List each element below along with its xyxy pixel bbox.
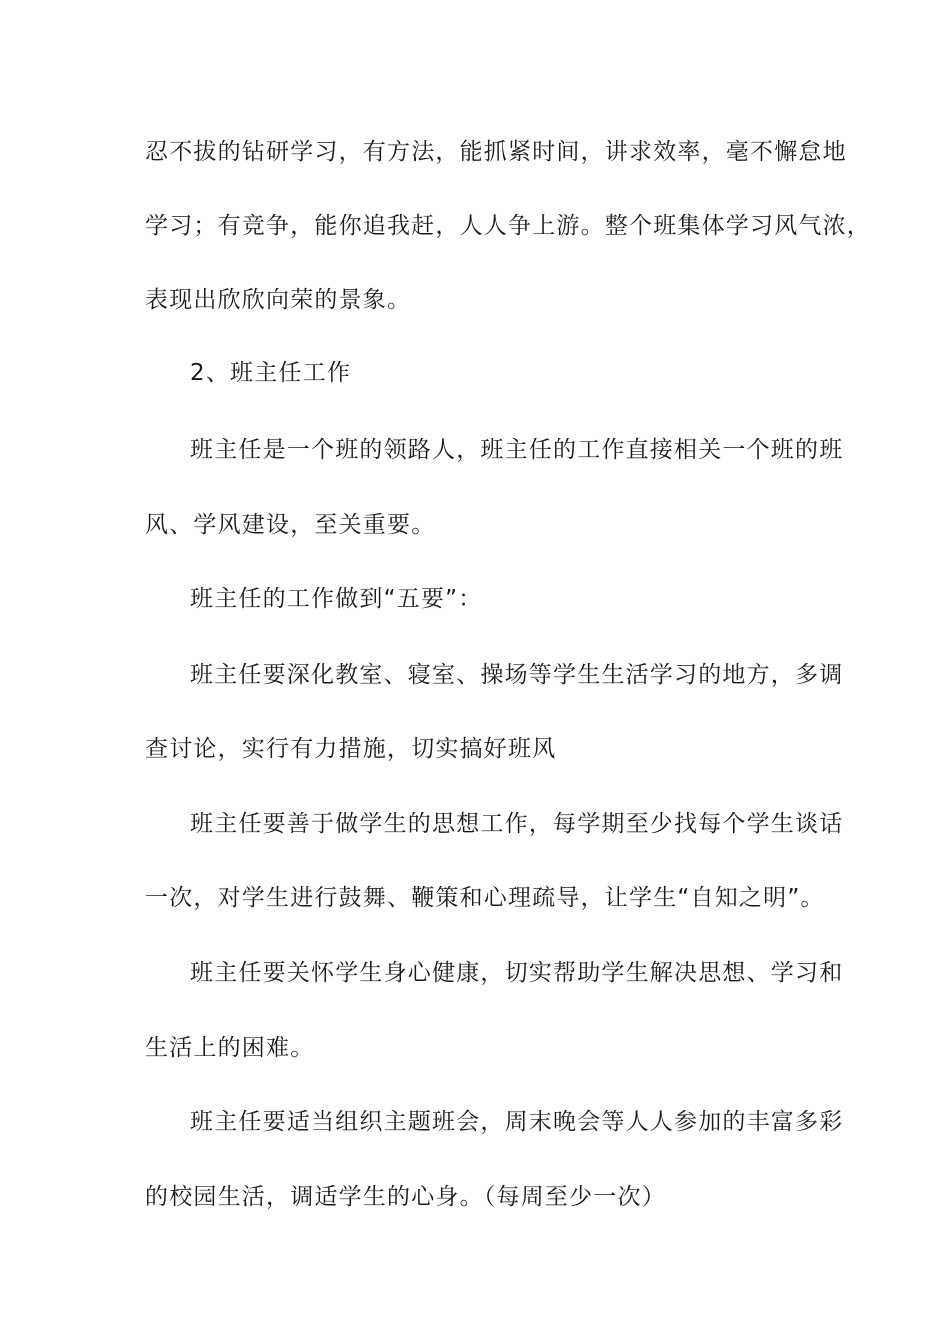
text-line: 班主任要深化教室、寝室、操场等学生生活学习的地方，多调 bbox=[190, 662, 844, 688]
text-line: 一次，对学生进行鼓舞、鞭策和心理疏导，让学生“自知之明”。 bbox=[145, 885, 825, 911]
section-heading: 2、班主任工作 bbox=[190, 360, 352, 386]
text-line: 班主任要适当组织主题班会，周末晚会等人人参加的丰富多彩 bbox=[190, 1109, 844, 1135]
text-line: 表现出欣欣向荣的景象。 bbox=[145, 287, 412, 313]
text-line: 生活上的困难。 bbox=[145, 1035, 315, 1061]
text-line: 查讨论，实行有力措施，切实搞好班风 bbox=[145, 736, 557, 762]
text-line: 风、学风建设，至关重要。 bbox=[145, 512, 436, 538]
text-line: 班主任要善于做学生的思想工作，每学期至少找每个学生谈话 bbox=[190, 811, 844, 837]
text-line: 班主任要关怀学生身心健康，切实帮助学生解决思想、学习和 bbox=[190, 960, 844, 986]
text-line: 班主任的工作做到“五要”： bbox=[190, 586, 483, 612]
text-line: 班主任是一个班的领路人，班主任的工作直接相关一个班的班 bbox=[190, 437, 844, 463]
text-line: 忍不拔的钻研学习，有方法，能抓紧时间，讲求效率，毫不懈怠地 bbox=[145, 139, 847, 165]
text-line: 的校园生活，调适学生的心身。（每周至少一次） bbox=[145, 1184, 666, 1210]
text-line: 学习；有竞争，能你追我赶，人人争上游。整个班集体学习风气浓， bbox=[145, 213, 871, 239]
